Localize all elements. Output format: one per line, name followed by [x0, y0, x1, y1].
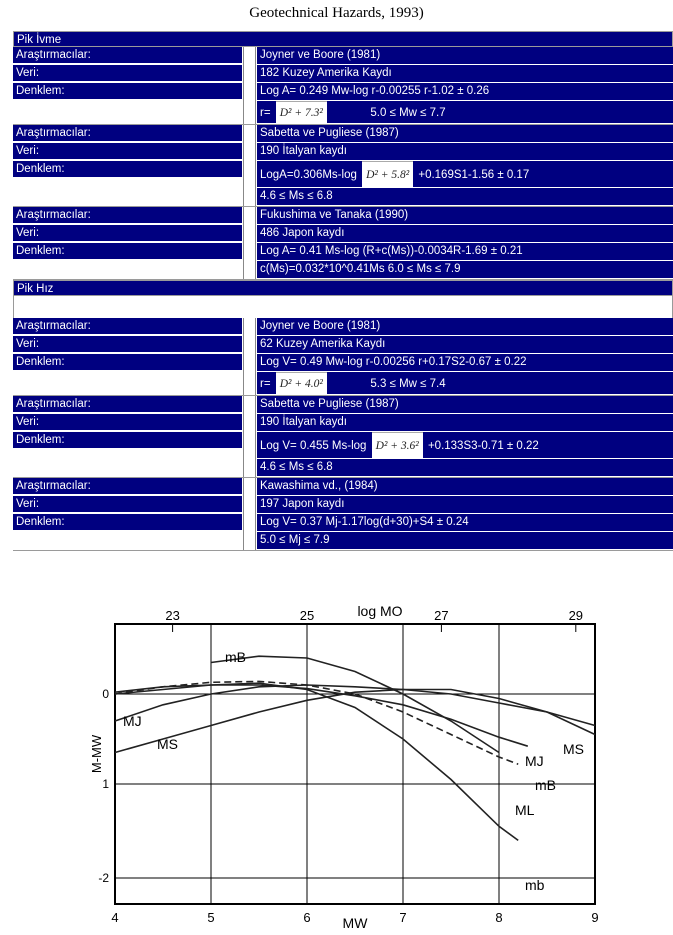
x-tick-label: 4	[111, 910, 119, 925]
equation-value: Log V= 0.49 Mw-log r-0.00256 r+0.17S2-0.67 ± 0.22	[257, 354, 673, 371]
label-researchers: Araştırmacılar:	[13, 47, 242, 63]
value-column	[257, 125, 673, 206]
value-column	[257, 47, 673, 124]
section-peak-acceleration: Pik İvme	[13, 31, 673, 47]
acc-row	[13, 125, 673, 207]
y-tick-label: -2	[98, 871, 109, 885]
label-equation: Denklem:	[13, 354, 242, 370]
researcher-value: Sabetta ve Pugliese (1987)	[257, 396, 673, 413]
equation-value: Log V= 0.455 Ms-log D² + 3.6² +0.133S3-0.71 ± 0.22	[257, 432, 673, 458]
data-value: 190 İtalyan kaydı	[257, 143, 673, 160]
label-data: Veri:	[13, 414, 242, 430]
x-tick-label: 8	[495, 910, 503, 925]
x-axis-label: MW	[342, 915, 368, 931]
value-column	[257, 207, 673, 279]
curve-label: mB	[225, 649, 246, 665]
label-column	[13, 478, 242, 550]
researcher-value: Joyner ve Boore (1981)	[257, 318, 673, 335]
x-tick-label: 6	[303, 910, 311, 925]
blank-row	[13, 296, 673, 318]
x-tick-label: 5	[207, 910, 215, 925]
value-column	[257, 318, 673, 395]
label-column	[13, 318, 242, 395]
label-equation: Denklem:	[13, 83, 242, 99]
label-researchers: Araştırmacılar:	[13, 478, 242, 494]
value-column	[257, 396, 673, 477]
label-equation: Denklem:	[13, 161, 242, 177]
label-data: Veri:	[13, 496, 242, 512]
equation-value: Log A= 0.41 Ms-log (R+c(Ms))-0.0034R-1.69 ± 0.21	[257, 243, 673, 260]
equation-value: Log V= 0.37 Mj-1.17log(d+30)+S4 ± 0.24	[257, 514, 673, 531]
researcher-value: Fukushima ve Tanaka (1990)	[257, 207, 673, 224]
vel-row	[13, 396, 673, 478]
label-column	[13, 396, 242, 477]
equation-extra: 4.6 ≤ Ms ≤ 6.8	[257, 459, 673, 476]
curve-label: mB	[535, 777, 556, 793]
top-tick-label: 23	[165, 608, 180, 623]
label-researchers: Araştırmacılar:	[13, 207, 242, 223]
divider	[243, 396, 256, 477]
curve-label: mb	[525, 877, 545, 893]
top-tick-label: 29	[568, 608, 584, 623]
label-data: Veri:	[13, 143, 242, 159]
label-equation: Denklem:	[13, 243, 242, 259]
data-value: 62 Kuzey Amerika Kaydı	[257, 336, 673, 353]
divider	[243, 207, 256, 279]
curve-label: ML	[515, 802, 535, 818]
label-researchers: Araştırmacılar:	[13, 396, 242, 412]
equation-extra: r= D² + 7.3² 5.0 ≤ Mw ≤ 7.7	[257, 101, 673, 123]
curve-label: MS	[157, 736, 178, 752]
equation-extra: c(Ms)=0.032*10^0.41Ms 6.0 ≤ Ms ≤ 7.9	[257, 261, 673, 278]
top-tick-label: 25	[299, 608, 315, 623]
equation-extra: 4.6 ≤ Ms ≤ 6.8	[257, 188, 673, 205]
data-value: 182 Kuzey Amerika Kaydı	[257, 65, 673, 82]
researcher-value: Joyner ve Boore (1981)	[257, 47, 673, 64]
series-mB	[211, 656, 499, 752]
divider	[243, 478, 256, 550]
data-value: 197 Japon kaydı	[257, 496, 673, 513]
equation-extra: 5.0 ≤ Mj ≤ 7.9	[257, 532, 673, 549]
x-tick-label: 9	[591, 910, 599, 925]
divider	[243, 318, 256, 395]
y-tick-label: 0	[102, 687, 109, 701]
section-peak-velocity: Pik Hız	[13, 280, 673, 296]
plot-frame	[115, 624, 595, 904]
label-equation: Denklem:	[13, 432, 242, 448]
label-data: Veri:	[13, 65, 242, 81]
data-value: 486 Japon kaydı	[257, 225, 673, 242]
curve-label: MS	[563, 741, 584, 757]
top-axis-label: log MO	[357, 603, 403, 619]
label-data: Veri:	[13, 225, 242, 241]
label-data: Veri:	[13, 336, 242, 352]
series-mb	[115, 683, 518, 840]
equation-table	[13, 31, 673, 551]
y-tick-label: 1	[102, 777, 109, 791]
label-column	[13, 207, 242, 279]
acc-row	[13, 47, 673, 125]
equation-extra: r= D² + 4.0² 5.3 ≤ Mw ≤ 7.4	[257, 372, 673, 394]
label-researchers: Araştırmacılar:	[13, 125, 242, 141]
equation-value: Log A= 0.249 Mw-log r-0.00255 r-1.02 ± 0.26	[257, 83, 673, 100]
label-researchers: Araştırmacılar:	[13, 318, 242, 334]
researcher-value: Sabetta ve Pugliese (1987)	[257, 125, 673, 142]
magnitude-chart	[89, 603, 615, 931]
acc-row	[13, 207, 673, 280]
data-value: 190 İtalyan kaydı	[257, 414, 673, 431]
divider	[243, 47, 256, 124]
value-column	[257, 478, 673, 550]
divider	[243, 125, 256, 206]
curve-label: MJ	[525, 753, 544, 769]
equation-value: LogA=0.306Ms-log D² + 5.8² +0.169S1-1.56 ± 0.17	[257, 161, 673, 187]
curve-label: MJ	[123, 713, 142, 729]
label-equation: Denklem:	[13, 514, 242, 530]
label-column	[13, 125, 242, 206]
y-axis-label: M-MW	[89, 734, 104, 774]
researcher-value: Kawashima vd., (1984)	[257, 478, 673, 495]
label-column	[13, 47, 242, 124]
caption: Geotechnical Hazards, 1993)	[249, 5, 424, 21]
x-tick-label: 7	[399, 910, 407, 925]
vel-row	[13, 318, 673, 396]
vel-row	[13, 478, 673, 551]
top-tick-label: 27	[434, 608, 449, 623]
